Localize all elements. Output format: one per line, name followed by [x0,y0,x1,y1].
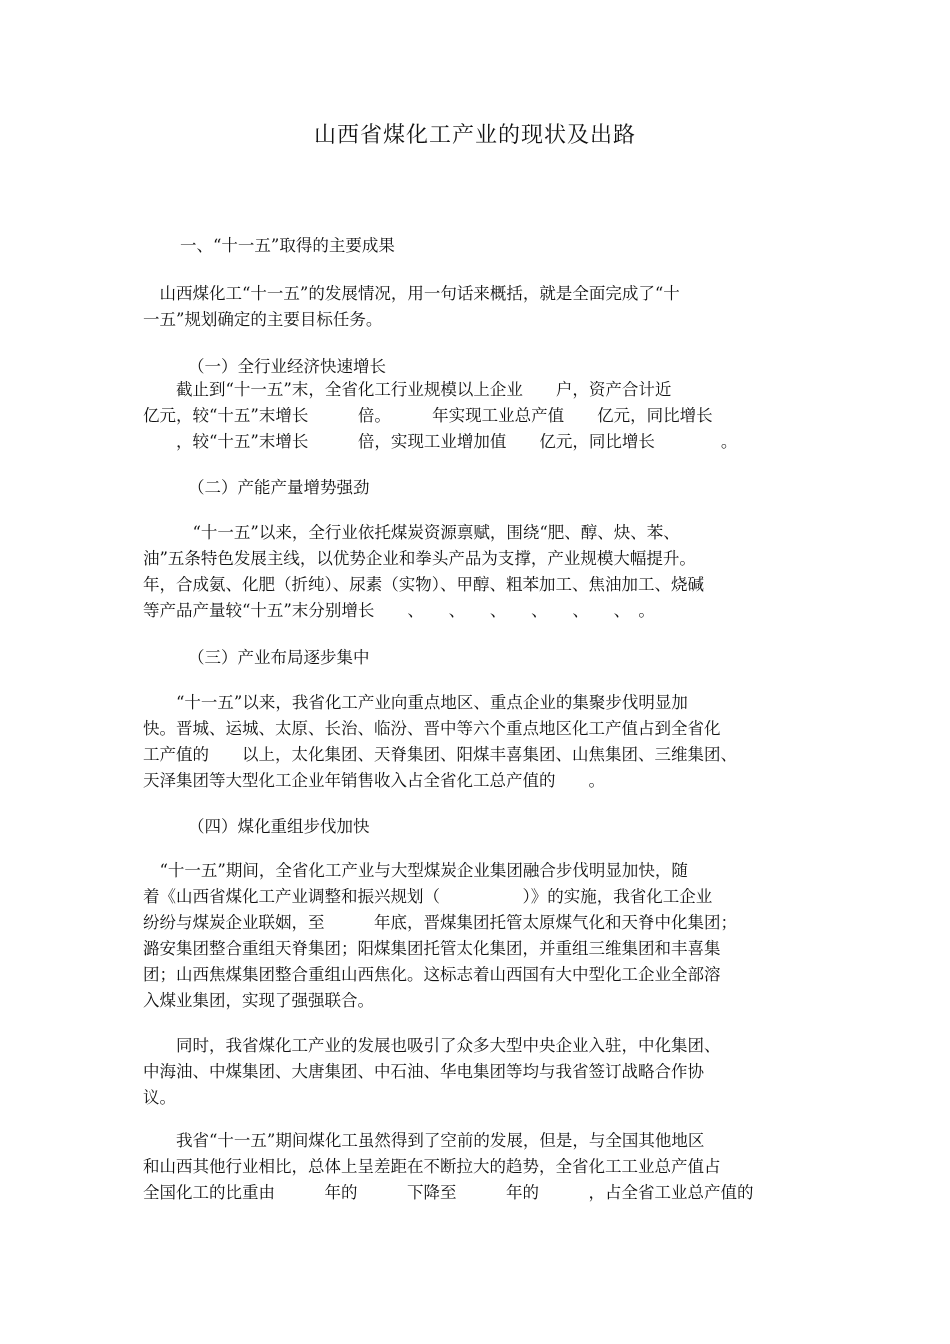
text-line: 年，合成氨、化肥（折纯）、尿素（实物）、甲醇、粗苯加工、焦油加工、烧碱 [143,575,704,594]
section-heading-achievements: 一、“十一五”取得的主要成果 [180,236,395,255]
text-line: 截止到“十一五”末，全省化工行业规模以上企业 户，资产合计近 [143,380,672,399]
subsection-4-paragraph [143,858,808,1014]
text-line: 入煤业集团，实现了强强联合。 [143,991,374,1010]
subsection-heading-3: （三）产业布局逐步集中 [188,648,370,667]
text-line: 全国化工的比重由 年的 下降至 年的 ，占全省工业总产值的 [143,1183,754,1202]
text-line: “十一五”期间，全省化工产业与大型煤炭企业集团融合步伐明显加快，随 [143,861,688,880]
subsection-1-paragraph [143,377,808,455]
text-line: 一五”规划确定的主要目标任务。 [143,310,383,329]
subsection-heading-1: （一）全行业经济快速增长 [188,357,386,376]
text-line: “十一五”以来，全行业依托煤炭资源禀赋，围绕“肥、醇、炔、苯、 [143,523,680,542]
subsection-heading-2: （二）产能产量增势强劲 [188,478,370,497]
text-line: 我省“十一五”期间煤化工虽然得到了空前的发展，但是，与全国其他地区 [143,1131,705,1150]
intro-paragraph [143,281,808,333]
paragraph-central-enterprises [143,1033,808,1111]
text-line: 议。 [143,1088,176,1107]
text-line: 同时，我省煤化工产业的发展也吸引了众多大型中央企业入驻，中化集团、 [143,1036,721,1055]
text-line: 工产值的 以上，太化集团、天脊集团、阳煤丰喜集团、山焦集团、三维集团、 [143,745,737,764]
text-line: 纷纷与煤炭企业联姻，至 年底，晋煤集团托管太原煤气化和天脊中化集团； [143,913,737,932]
subsection-heading-4: （四）煤化重组步伐加快 [188,817,370,836]
text-line: 中海油、中煤集团、大唐集团、中石油、华电集团等均与我省签订战略合作协 [143,1062,704,1081]
text-line: 着《山西省煤化工产业调整和振兴规划（ ）》的实施，我省化工企业 [143,887,713,906]
text-line: “十一五”以来，我省化工产业向重点地区、重点企业的集聚步伐明显加 [143,693,688,712]
paragraph-gap-analysis [143,1128,808,1206]
text-line: 快。晋城、运城、太原、长治、临汾、晋中等六个重点地区化工产值占到全省化 [143,719,721,738]
text-line: 和山西其他行业相比，总体上呈差距在不断拉大的趋势，全省化工工业总产值占 [143,1157,721,1176]
text-line: 山西煤化工“十一五”的发展情况，用一句话来概括，就是全面完成了“十 [143,284,680,303]
text-line: 等产品产量较“十五”末分别增长 、 、 、 、 、 、 。 [143,601,655,620]
document-title: 山西省煤化工产业的现状及出路 [313,123,636,148]
text-line: 亿元，较“十五”末增长 倍。 年实现工业总产值 亿元，同比增长 [143,406,713,425]
text-line: 油”五条特色发展主线，以优势企业和拳头产品为支撑，产业规模大幅提升。 [143,549,696,568]
subsection-3-paragraph [143,690,808,794]
text-line: ，较“十五”末增长 倍，实现工业增加值 亿元，同比增长 。 [143,432,738,451]
text-line: 天泽集团等大型化工企业年销售收入占全省化工总产值的 。 [143,771,605,790]
subsection-2-paragraph [143,520,808,624]
text-line: 团；山西焦煤集团整合重组山西焦化。这标志着山西国有大中型化工企业全部溶 [143,965,721,984]
text-line: 潞安集团整合重组天脊集团；阳煤集团托管太化集团，并重组三维集团和丰喜集 [143,939,721,958]
